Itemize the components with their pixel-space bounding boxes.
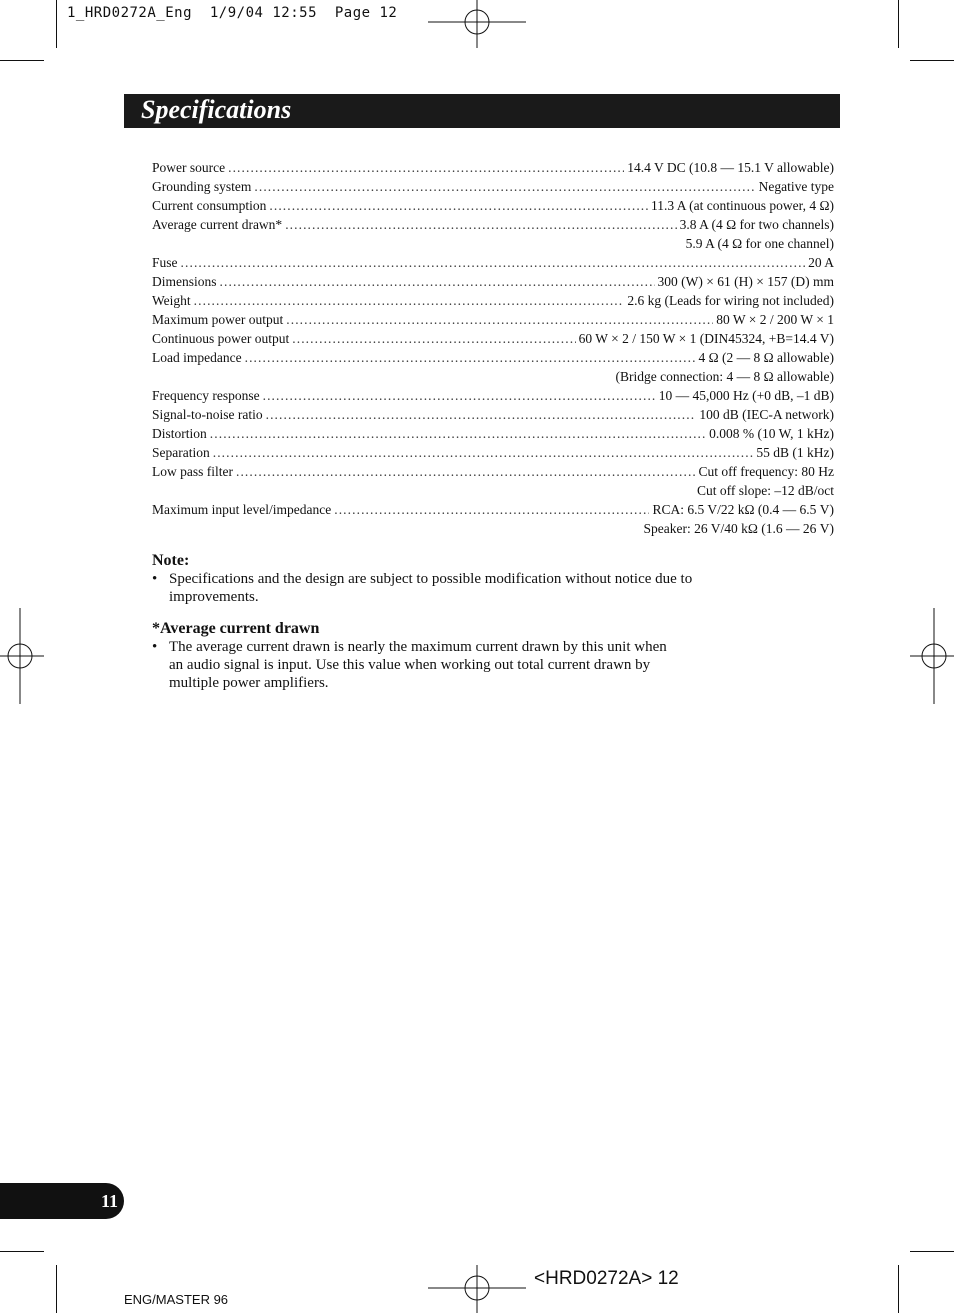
- spec-row: [152, 177, 834, 196]
- spec-row-continued: [152, 234, 834, 253]
- spec-label: Average current drawn*: [152, 217, 283, 232]
- leader-dots: [213, 443, 754, 462]
- spec-row: [152, 443, 834, 462]
- spec-value: 14.4 V DC (10.8 — 15.1 V allowable): [627, 160, 834, 175]
- average-current-heading: *Average current drawn: [152, 620, 320, 637]
- spec-row: [152, 405, 834, 424]
- page-number: 11: [100, 1191, 118, 1211]
- spec-label: Dimensions: [152, 274, 217, 289]
- spec-row: [152, 329, 834, 348]
- spec-value: Negative type: [758, 179, 834, 194]
- note-heading: Note:: [152, 552, 190, 569]
- average-current-text: The average current drawn is nearly the maximum current drawn by this unit when an audio signal is input. Use this value when working out total current drawn by multiple power amplifiers.: [169, 639, 667, 691]
- spec-row: [152, 386, 834, 405]
- spec-label: Continuous power output: [152, 331, 290, 346]
- spec-value: 100 dB (IEC-A network): [699, 407, 834, 422]
- spec-label: Distortion: [152, 426, 207, 441]
- printer-slug: 1_HRD0272A_Eng 1/9/04 12:55 Page 12: [67, 5, 398, 21]
- spec-label: Signal-to-noise ratio: [152, 407, 263, 422]
- section-title-bar: [124, 94, 840, 128]
- spec-row: [152, 291, 834, 310]
- leader-dots: [236, 462, 696, 481]
- spec-label: Maximum input level/impedance: [152, 502, 332, 517]
- spec-value: RCA: 6.5 V/22 kΩ (0.4 — 6.5 V): [652, 502, 834, 517]
- spec-label: Frequency response: [152, 388, 260, 403]
- spec-value: 55 dB (1 kHz): [756, 445, 834, 460]
- note-section: [152, 551, 712, 606]
- spec-row: [152, 196, 834, 215]
- leader-dots: [292, 329, 575, 348]
- spec-value: 3.8 A (4 Ω for two channels): [679, 217, 834, 232]
- note-text: Specifications and the design are subject to possible modification without notice due to improvements.: [169, 571, 693, 605]
- spec-label: Separation: [152, 445, 210, 460]
- leader-dots: [285, 215, 676, 234]
- specifications-list: [152, 158, 834, 538]
- spec-label: Low pass filter: [152, 464, 233, 479]
- crop-mark-bottom-left-v: [56, 1265, 57, 1313]
- footer-document-code: <HRD0272A> 12: [534, 1268, 679, 1289]
- spec-label: Maximum power output: [152, 312, 284, 327]
- spec-label: Load impedance: [152, 350, 242, 365]
- registration-mark-bottom-icon: [428, 1265, 526, 1313]
- crop-mark-top-left-h: [0, 60, 44, 61]
- spec-value: 4 Ω (2 — 8 Ω allowable): [698, 350, 834, 365]
- spec-row: [152, 158, 834, 177]
- bullet-icon: •: [152, 571, 158, 587]
- spec-label: Power source: [152, 160, 226, 175]
- spec-row-continued: [152, 481, 834, 500]
- spec-label: Weight: [152, 293, 191, 308]
- spec-row: [152, 253, 834, 272]
- crop-mark-bottom-right-v: [898, 1265, 899, 1313]
- spec-value: 0.008 % (10 W, 1 kHz): [709, 426, 834, 441]
- leader-dots: [210, 424, 706, 443]
- spec-value: 60 W × 2 / 150 W × 1 (DIN45324, +B=14.4 V): [578, 331, 834, 346]
- leader-dots: [194, 291, 625, 310]
- spec-value: 11.3 A (at continuous power, 4 Ω): [651, 198, 834, 213]
- page-title: Specifications: [141, 95, 292, 124]
- spec-row: [152, 215, 834, 234]
- registration-mark-right-icon: [910, 608, 954, 704]
- registration-mark-top-icon: [428, 0, 526, 48]
- spec-value: 5.9 A (4 Ω for one channel): [685, 236, 834, 251]
- spec-row: [152, 310, 834, 329]
- spec-value: (Bridge connection: 4 — 8 Ω allowable): [615, 369, 834, 384]
- registration-mark-left-icon: [0, 608, 44, 704]
- spec-label: Fuse: [152, 255, 178, 270]
- spec-value: Speaker: 26 V/40 kΩ (1.6 — 26 V): [643, 521, 834, 536]
- leader-dots: [181, 253, 806, 272]
- leader-dots: [334, 500, 649, 519]
- spec-value: 2.6 kg (Leads for wiring not included): [627, 293, 834, 308]
- crop-mark-top-right-h: [910, 60, 954, 61]
- page-number-tab: [0, 1183, 124, 1219]
- crop-mark-top-left-v: [56, 0, 57, 48]
- footer-master-label: ENG/MASTER 96: [124, 1292, 229, 1307]
- average-current-section: [152, 619, 682, 692]
- spec-row: [152, 500, 834, 519]
- spec-value: 300 (W) × 61 (H) × 157 (D) mm: [657, 274, 834, 289]
- spec-row-continued: [152, 367, 834, 386]
- leader-dots: [269, 196, 648, 215]
- leader-dots: [266, 405, 697, 424]
- spec-row-continued: [152, 519, 834, 538]
- note-bullet-item: [152, 570, 712, 606]
- spec-label: Grounding system: [152, 179, 252, 194]
- crop-mark-top-right-v: [898, 0, 899, 48]
- crop-mark-bottom-right-h: [910, 1251, 954, 1252]
- spec-value: 80 W × 2 / 200 W × 1: [716, 312, 834, 327]
- spec-value: Cut off frequency: 80 Hz: [698, 464, 834, 479]
- spec-row: [152, 424, 834, 443]
- spec-row: [152, 348, 834, 367]
- spec-row: [152, 272, 834, 291]
- spec-row: [152, 462, 834, 481]
- leader-dots: [220, 272, 655, 291]
- leader-dots: [263, 386, 656, 405]
- spec-value: Cut off slope: –12 dB/oct: [697, 483, 834, 498]
- spec-value: 10 — 45,000 Hz (+0 dB, –1 dB): [658, 388, 834, 403]
- leader-dots: [228, 158, 624, 177]
- leader-dots: [254, 177, 755, 196]
- crop-mark-bottom-left-h: [0, 1251, 44, 1252]
- spec-value: 20 A: [808, 255, 834, 270]
- bullet-icon: •: [152, 639, 158, 655]
- average-current-bullet-item: [152, 638, 682, 692]
- spec-label: Current consumption: [152, 198, 267, 213]
- leader-dots: [286, 310, 713, 329]
- leader-dots: [245, 348, 696, 367]
